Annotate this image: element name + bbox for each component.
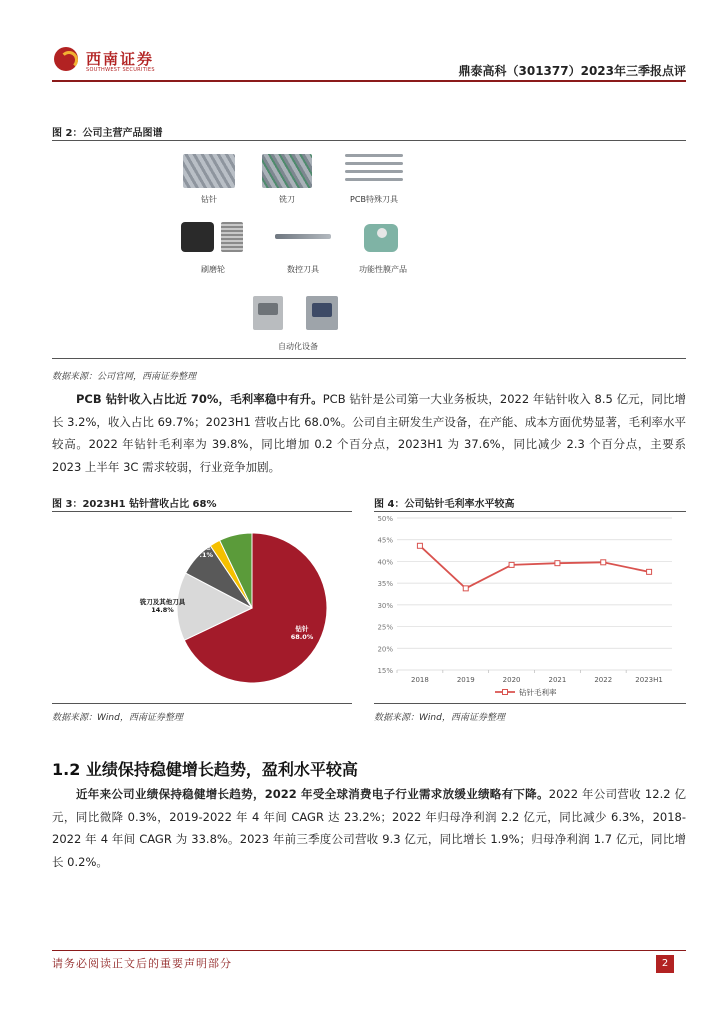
x-tick-label: 2020 bbox=[502, 676, 521, 684]
pie-value-label: 68.0% bbox=[290, 633, 314, 641]
figure3-title: 图 3：2023H1 钻针营收占比 68% bbox=[52, 499, 217, 510]
figure2-title: 图 2：公司主营产品图谱 bbox=[52, 128, 163, 139]
x-tick-label: 2021 bbox=[548, 676, 567, 684]
data-point bbox=[463, 586, 468, 591]
data-point bbox=[509, 562, 514, 567]
line-chart bbox=[352, 512, 686, 702]
paragraph-lead: 近年来公司业绩保持稳健增长趋势，2022 年受全球消费电子行业需求放缓业绩略有下降。 bbox=[76, 787, 549, 801]
section-heading: 1.2 业绩保持稳健增长趋势，盈利水平较高 bbox=[52, 760, 358, 779]
y-tick-label: 20% bbox=[377, 645, 393, 654]
pie-slice-label: 铣刀及其他刀具 bbox=[139, 598, 186, 606]
figure2-bottom-rule bbox=[52, 358, 686, 359]
pie-chart bbox=[52, 512, 352, 702]
product-label: PCB特殊刀具 bbox=[350, 195, 398, 204]
legend-label: 钻针毛利率 bbox=[519, 688, 557, 697]
figure2-top-rule bbox=[52, 140, 686, 141]
pie-value-label: 7.1% bbox=[194, 551, 214, 559]
data-point bbox=[417, 543, 422, 548]
y-tick-label: 15% bbox=[377, 667, 393, 675]
y-tick-label: 35% bbox=[377, 580, 393, 589]
data-point bbox=[647, 569, 652, 574]
pie-value-label: 14.8% bbox=[151, 606, 174, 614]
product-label: 刷磨轮 bbox=[201, 265, 225, 274]
figure4-title: 图 4：公司钻针毛利率水平较高 bbox=[374, 499, 515, 510]
x-tick-label: 2018 bbox=[411, 676, 429, 684]
y-tick-label: 30% bbox=[377, 601, 393, 610]
report-title: 鼎泰高科（301377）2023年三季报点评 bbox=[458, 64, 686, 78]
legend-marker bbox=[503, 690, 508, 695]
pie-slice-label: 钻针 bbox=[295, 625, 309, 633]
y-tick-label: 45% bbox=[377, 536, 393, 545]
footer-disclaimer: 请务必阅读正文后的重要声明部分 bbox=[52, 957, 232, 970]
product-label: 铣刀 bbox=[279, 195, 295, 204]
paragraph-body: 2022 年公司营收 12.2 亿元，同比微降 0.3%，2019-2022 年 4 年间 CAGR 达 23.2%；2022 年归母净利润 2.2 亿元，同比减少 6.3%，2018-2022 年 4 年间 CAGR 为 33.8%。2023 年前三季度公司营收 9.3 亿元，同比增长 1.9%；归母净利润 1.7 亿元，同比增长 0.2%。 bbox=[52, 787, 686, 869]
pie-slice-label: 刷磨轮 bbox=[150, 561, 171, 569]
page-number: 2 bbox=[656, 955, 674, 973]
logo-icon bbox=[54, 47, 78, 71]
pie-value-label: 7.9% bbox=[151, 569, 170, 577]
paragraph-lead: PCB 钻针收入占比近 70%，毛利率稳中有升。 bbox=[76, 392, 323, 406]
y-tick-label: 25% bbox=[377, 623, 393, 632]
paragraph-performance bbox=[52, 783, 686, 873]
header-rule bbox=[52, 80, 686, 82]
paragraph-body: PCB 钻针是公司第一大业务板块，2022 年钻针收入 8.5 亿元，同比增长 3.2%，收入占比 69.7%；2023H1 营收占比 68.0%。公司自主研发生产设备，在产能、成本方面优势显著，毛利率水平较高。2022 年钻针毛利率为 39.8%，同比增加 0.2 个百分点，2023H1 为 37.6%，同比减少 2.3 个百分点，主要系 2023 上半年 3C 需求较弱，行业竞争加剧。 bbox=[52, 392, 686, 474]
figure2-source: 数据来源：公司官网，西南证券整理 bbox=[52, 372, 197, 382]
footer-rule bbox=[52, 950, 686, 951]
logo-text: 西南证券 bbox=[86, 50, 155, 68]
figure4-source: 数据来源：Wind，西南证券整理 bbox=[374, 713, 505, 723]
pie-slice-label: 其他 bbox=[197, 543, 211, 551]
product-label: 数控刀具 bbox=[287, 265, 319, 274]
x-tick-label: 2023H1 bbox=[635, 676, 663, 684]
series-line bbox=[420, 546, 649, 589]
y-tick-label: 50% bbox=[377, 515, 393, 523]
figure4-bottom-rule bbox=[374, 703, 686, 704]
data-point bbox=[555, 561, 560, 566]
pie-slice-label: 数控刀具 bbox=[141, 542, 167, 550]
figure3-source: 数据来源：Wind，西南证券整理 bbox=[52, 713, 183, 723]
product-label: 自动化设备 bbox=[278, 342, 318, 351]
pie-value-label: 2.3% bbox=[144, 550, 164, 558]
logo-subtext: SOUTHWEST SECURITIES bbox=[86, 67, 155, 73]
data-point bbox=[601, 560, 606, 565]
x-tick-label: 2019 bbox=[456, 676, 475, 684]
paragraph-drill-revenue bbox=[52, 388, 686, 478]
figure3-bottom-rule bbox=[52, 703, 352, 704]
y-tick-label: 40% bbox=[377, 558, 393, 567]
x-tick-label: 2022 bbox=[594, 676, 613, 684]
product-label: 功能性膜产品 bbox=[359, 265, 407, 274]
product-label: 钻针 bbox=[201, 195, 217, 204]
